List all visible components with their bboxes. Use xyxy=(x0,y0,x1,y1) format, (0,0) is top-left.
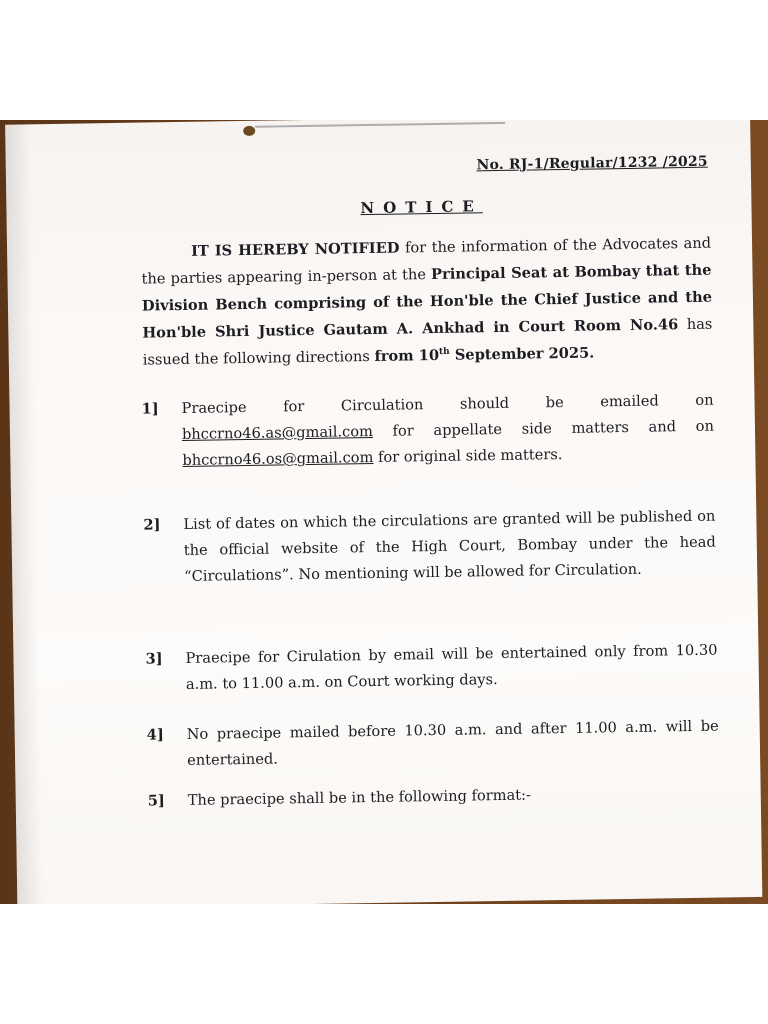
item-text: Praecipe for Cirulation by email will be entertained only from 10.30 a.m. to 11.00 a.m. on Court working days. xyxy=(185,641,718,693)
item-text: List of dates on which the circulations are granted will be published on the official website of the High Court, Bombay under the head “Circulations”. No mentioning will be allowed for Circulation. xyxy=(183,507,716,585)
intro-date-sup: th xyxy=(438,346,450,358)
intro-date xyxy=(374,344,594,364)
item-number: 4] xyxy=(146,726,164,744)
direction-item-1 xyxy=(141,388,714,475)
intro-lead: IT IS HEREBY NOTIFIED xyxy=(190,239,400,260)
staple-line xyxy=(255,122,505,128)
pin-icon xyxy=(243,126,255,136)
intro-paragraph xyxy=(141,230,713,374)
item-text: for original side matters. xyxy=(373,446,563,466)
item-number: 3] xyxy=(145,650,163,668)
item-text: No praecipe mailed before 10.30 a.m. and after 11.00 a.m. will be entertained. xyxy=(186,717,719,769)
notice-sheet xyxy=(5,120,762,904)
intro-text-2: has issued the following directions xyxy=(142,315,713,369)
notice-title: NOTICE xyxy=(360,197,483,218)
direction-item-4 xyxy=(147,714,720,775)
item-text: The praecipe shall be in the following format:- xyxy=(187,786,532,809)
intro-principal-seat: Principal Seat at Bombay that the Division Bench comprising of the Hon'ble the Chief Justice and the Hon'ble Shri Justice Gautam A. Ankhad in Court Room No.46 xyxy=(141,261,713,342)
item-text: for appellate side matters and on xyxy=(372,417,715,440)
intro-date-end: September 2025. xyxy=(449,344,595,364)
item-number: 5] xyxy=(147,792,165,810)
reference-number: No. RJ-1/Regular/1232 /2025 xyxy=(476,153,708,174)
item-body xyxy=(181,388,714,474)
document-photo xyxy=(0,120,768,904)
direction-item-5 xyxy=(148,780,720,815)
intro-date-start: from 10 xyxy=(374,346,440,365)
sheet-fold-shadow xyxy=(5,124,43,904)
item-number: 2] xyxy=(143,516,161,534)
direction-item-2 xyxy=(143,504,716,591)
notice-content xyxy=(128,153,719,810)
email-appellate-link[interactable]: bhccrno46.as@gmail.com xyxy=(181,422,374,443)
direction-item-3 xyxy=(145,638,718,699)
item-text: Praecipe for Circulation should be emailed on xyxy=(181,391,714,417)
email-original-link[interactable]: bhccrno46.os@gmail.com xyxy=(182,448,374,469)
intro-text-1: for the information of the Advocates and the parties appearing in-person at the xyxy=(141,234,712,288)
item-number: 1] xyxy=(141,400,159,418)
